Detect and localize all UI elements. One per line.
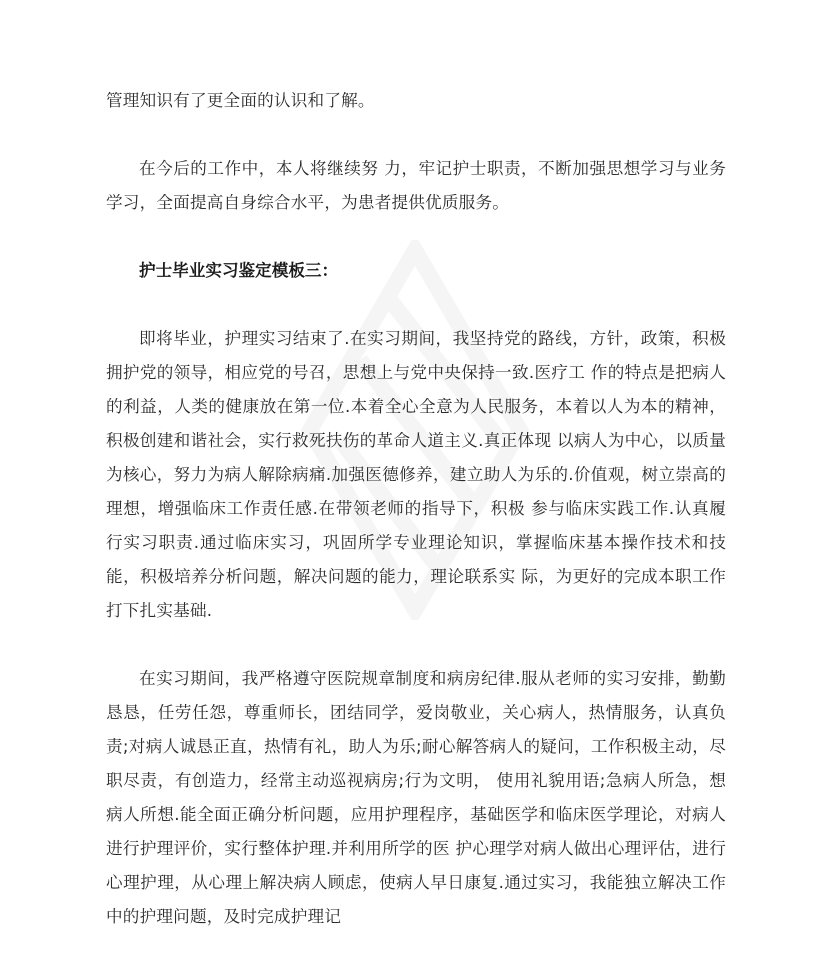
document-body: [106, 84, 726, 968]
section-heading-template-three: 护士毕业实习鉴定模板三：: [139, 261, 339, 280]
paragraph-internship-period: 在实习期间，我严格遵守医院规章制度和病房纪律.服从老师的实习安排，勤勤恳恳，任劳任怨，尊重师长，团结同学，爱岗敬业，关心病人，热情服务，认真负责;对病人诚恳正直，热情有礼，助人为乐;耐心解答病人的疑问，工作积极主动，尽职尽责，有创造力，经常主动巡视病房;行为文明， 使用礼貌用语;急病人所急，想病人所想.能全面正确分析问题，应用护理程序，基础医学和临床医学理论，对病人进行护理评价，实行整体护理.并利用所学的医 护心理学对病人做出心理评估，进行心理护理，从心理上解决病人顾虑，使病人早日康复.通过实习，我能独立解决工作中的护理问题，及时完成护理记: [106, 669, 726, 926]
paragraph-future-work: 在今后的工作中，本人将继续努 力，牢记护士职责，不断加强思想学习与业务学习，全面提高自身综合水平，为患者提供优质服务。: [106, 159, 726, 212]
paragraph-closing-line: 管理知识有了更全面的认识和了解。: [106, 91, 375, 110]
paragraph-graduation-internship: 即将毕业，护理实习结束了.在实习期间，我坚持党的路线，方针，政策，积极拥护党的领导，相应党的号召，思想上与党中央保持一致.医疗工 作的特点是把病人的利益，人类的健康放在第一位.本着全心全意为人民服务，本着以人为本的精神，积极创建和谐社会，实行救死扶伤的革命人道主义.真正体现 以病人为中心，以质量为核心，努力为病人解除病痛.加强医德修养，建立助人为乐的.价值观，树立崇高的理想，增强临床工作责任感.在带领老师的指导下，积极 参与临床实践工作.认真履行实习职责.通过临床实习，巩固所学专业理论知识，掌握临床基本操作技术和技能，积极培养分析问题，解决问题的能力，理论联系实 际，为更好的完成本职工作打下扎实基础.: [106, 329, 726, 620]
